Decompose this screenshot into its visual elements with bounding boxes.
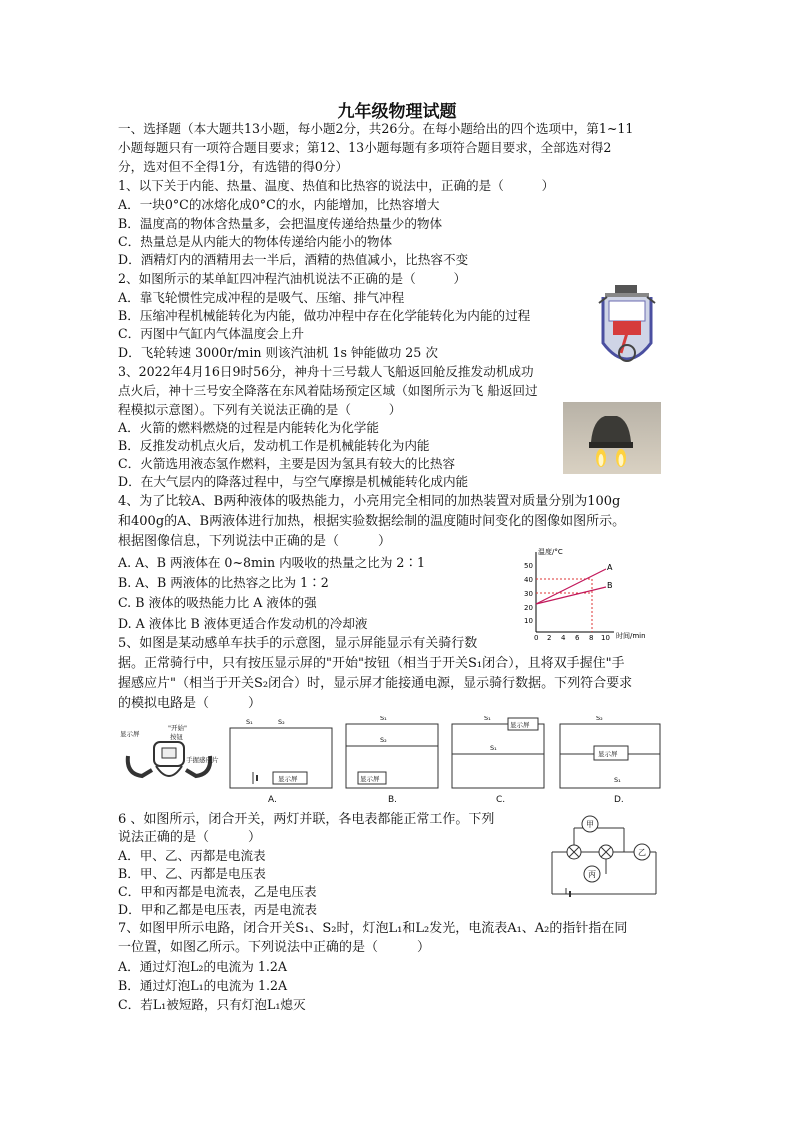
- q5-stem: 5、如图是某动感单车扶手的示意图，显示屏能显示有关骑行数: [118, 636, 478, 651]
- switch-s2-label: S₂: [596, 716, 603, 722]
- spark-plug: [615, 285, 637, 293]
- q5-stem: 握感应片"（相当于开关S₂闭合）时，显示屏才能接通电源，显示骑行数据。下列符合要求: [118, 676, 633, 691]
- switch-s1-label: S₁: [246, 718, 253, 726]
- x-tick: 4: [561, 634, 566, 642]
- q7-stem: 7、如图甲所示电路，闭合开关S₁、S₂时，灯泡L₁和L₂发光，电流表A₁、A₂的指针指在同: [118, 921, 628, 936]
- q6-option-c: C．甲和丙都是电流表，乙是电压表: [118, 884, 317, 899]
- x-tick: 10: [601, 634, 610, 642]
- button-label: 按钮: [170, 733, 183, 741]
- q5-stem: 的模拟电路是（ ）: [118, 696, 262, 711]
- display-label: 显示屏: [278, 775, 298, 783]
- q6-stem: 6 、如图所示，闭合开关，两灯并联，各电表都能正常工作。下列: [118, 812, 495, 827]
- circuit-a: [230, 718, 332, 805]
- q3-option-c: C．火箭选用液态氢作燃料，主要是因为氢具有较大的比热容: [118, 456, 456, 471]
- x-tick: 2: [547, 634, 552, 642]
- q3-option-b: B．反推发动机点火后，发动机工作是机械能转化为内能: [118, 438, 430, 453]
- q4-option-b: B. A、B 两液体的比热容之比为 1∶2: [118, 575, 329, 590]
- q2-stem: 2、如图所示的某单缸四冲程汽油机说法不正确的是（ ）: [118, 271, 467, 286]
- switch-s2-label: S₂: [380, 736, 387, 744]
- switch-s1-label: S₁: [490, 744, 497, 752]
- section-intro-line: 分，选对但不全得1分，有选错的得0分）: [118, 159, 349, 174]
- circuit-b: [346, 716, 438, 805]
- handlebar-figure: [120, 723, 219, 776]
- page-title: 九年级物理试题: [337, 102, 457, 122]
- q1-option-c: C．热量总是从内能大的物体传递给内能小的物体: [118, 234, 393, 249]
- meter-bing-label: 丙: [588, 870, 596, 879]
- q6-stem: 说法正确的是（ ）: [118, 830, 262, 845]
- x-tick: 0: [534, 634, 539, 642]
- q7-option-a: A．通过灯泡L₂的电流为 1.2A: [118, 959, 287, 974]
- meter-jia-label: 甲: [586, 820, 594, 829]
- q2-option-c: C．丙图中气缸内气体温度会上升: [118, 326, 304, 341]
- switch-s2-label: S₂: [278, 718, 285, 726]
- y-tick: 20: [524, 604, 533, 612]
- option-b-label: B.: [388, 795, 398, 805]
- start-label: "开始": [168, 724, 187, 732]
- q2-option-a: A．靠飞轮惯性完成冲程的是吸气、压缩、排气冲程: [118, 290, 405, 305]
- y-tick: 50: [524, 562, 533, 570]
- q3-option-d: D．在大气层内的降落过程中，与空气摩擦是机械能转化成内能: [118, 474, 469, 489]
- switch-s1-label: S₁: [380, 716, 387, 722]
- display-label: 显示屏: [598, 750, 618, 758]
- section-intro-line: 小题每题只有一项符合题目要求；第12、13小题每题有多项符合题目要求，全部选对得2: [118, 140, 612, 155]
- option-a-label: A.: [268, 795, 277, 805]
- q4-stem: 根据图像信息，下列说法中正确的是（ ）: [118, 534, 392, 549]
- line-a: [536, 569, 606, 604]
- q1-option-b: B．温度高的物体含热量多，会把温度传递给热量少的物体: [118, 216, 443, 231]
- y-tick: 30: [524, 590, 533, 598]
- q2-option-d: D．飞轮转速 3000r/min 则该汽油机 1s 钟能做功 25 次: [118, 345, 438, 360]
- line-b: [536, 587, 606, 604]
- piston: [613, 321, 641, 335]
- display-label: 显示屏: [510, 721, 530, 729]
- q6-circuit: [546, 814, 664, 900]
- section-intro-line: 一、选择题（本大题共13小题，每小题2分，共26分。在每小题给出的四个选项中，第1~11: [118, 121, 634, 136]
- circuit-c: [452, 716, 544, 805]
- sensor-label: 手握感应片: [186, 756, 219, 764]
- q3-stem: 3、2022年4月16日9时56分，神舟十三号载人飞船返回舱反推发动机成功: [118, 364, 534, 379]
- line-a-label: A: [607, 563, 613, 572]
- q7-stem: 一位置，如图乙所示。下列说法中正确的是（ ）: [118, 940, 431, 955]
- q4-option-d: D. A 液体比 B 液体更适合作发动机的冷却液: [118, 616, 368, 631]
- q4-stem: 4、为了比较A、B两种液体的吸热能力，小亮用完全相同的加热装置对质量分别为100g: [118, 494, 621, 509]
- option-c-label: C.: [496, 795, 506, 805]
- q1-option-a: A．一块0°C的冰熔化成0°C的水，内能增加，比热容增大: [118, 197, 440, 212]
- option-d-label: D.: [614, 795, 624, 805]
- q4-option-a: A. A、B 两液体在 0~8min 内吸收的热量之比为 2∶1: [118, 555, 426, 570]
- q5-circuit-figures: [118, 716, 678, 808]
- q1-stem: 1、以下关于内能、热量、温度、热值和比热容的说法中，正确的是（ ）: [118, 178, 555, 193]
- line-b-label: B: [607, 581, 613, 590]
- x-tick: 6: [575, 634, 580, 642]
- capsule-photo: [563, 402, 661, 474]
- q1-option-d: D．酒精灯内的酒精用去一半后，酒精的热值减小，比热容不变: [118, 252, 469, 267]
- circuit-d: [560, 716, 660, 805]
- q4-stem: 和400g的A、B两液体进行加热，根据实验数据绘制的温度随时间变化的图像如图所示。: [118, 514, 626, 529]
- q6-option-d: D．甲和乙都是电压表，丙是电流表: [118, 902, 318, 917]
- q4-option-c: C. B 液体的吸热能力比 A 液体的强: [118, 595, 317, 610]
- q7-option-c: C．若L₁被短路，只有灯泡L₁熄灭: [118, 997, 306, 1012]
- engine-figure: [593, 283, 661, 375]
- q7-option-b: B．通过灯泡L₁的电流为 1.2A: [118, 978, 288, 993]
- y-tick: 40: [524, 576, 533, 584]
- x-tick: 8: [589, 634, 594, 642]
- switch-s1-label: S₁: [484, 716, 491, 722]
- meter-yi-label: 乙: [638, 848, 646, 857]
- temperature-graph: [518, 544, 658, 644]
- q3-stem: 程模拟示意图）。下列有关说法正确的是（ ）: [118, 402, 402, 417]
- x-axis-label: 时间/min: [616, 632, 646, 640]
- q3-stem: 点火后，神十三号安全降落在东风着陆场预定区域（如图所示为飞 船返回过: [118, 383, 538, 398]
- q3-option-a: A．火箭的燃料燃烧的过程是内能转化为化学能: [118, 420, 379, 435]
- switch-s1-label: S₁: [614, 776, 621, 784]
- y-axis-label: 温度/°C: [538, 548, 563, 556]
- display-label: 显示屏: [360, 775, 380, 783]
- y-tick: 10: [524, 617, 533, 625]
- q6-option-b: B．甲、乙、丙都是电压表: [118, 866, 266, 881]
- q2-option-b: B．压缩冲程机械能转化为内能，做功冲程中存在化学能转化为内能的过程: [118, 308, 531, 323]
- q5-stem: 据。正常骑行中，只有按压显示屏的"开始"按钮（相当于开关S₁闭合），且将双手握住"手: [118, 656, 625, 671]
- q6-option-a: A．甲、乙、丙都是电流表: [118, 848, 266, 863]
- screen-label: 显示屏: [120, 730, 140, 738]
